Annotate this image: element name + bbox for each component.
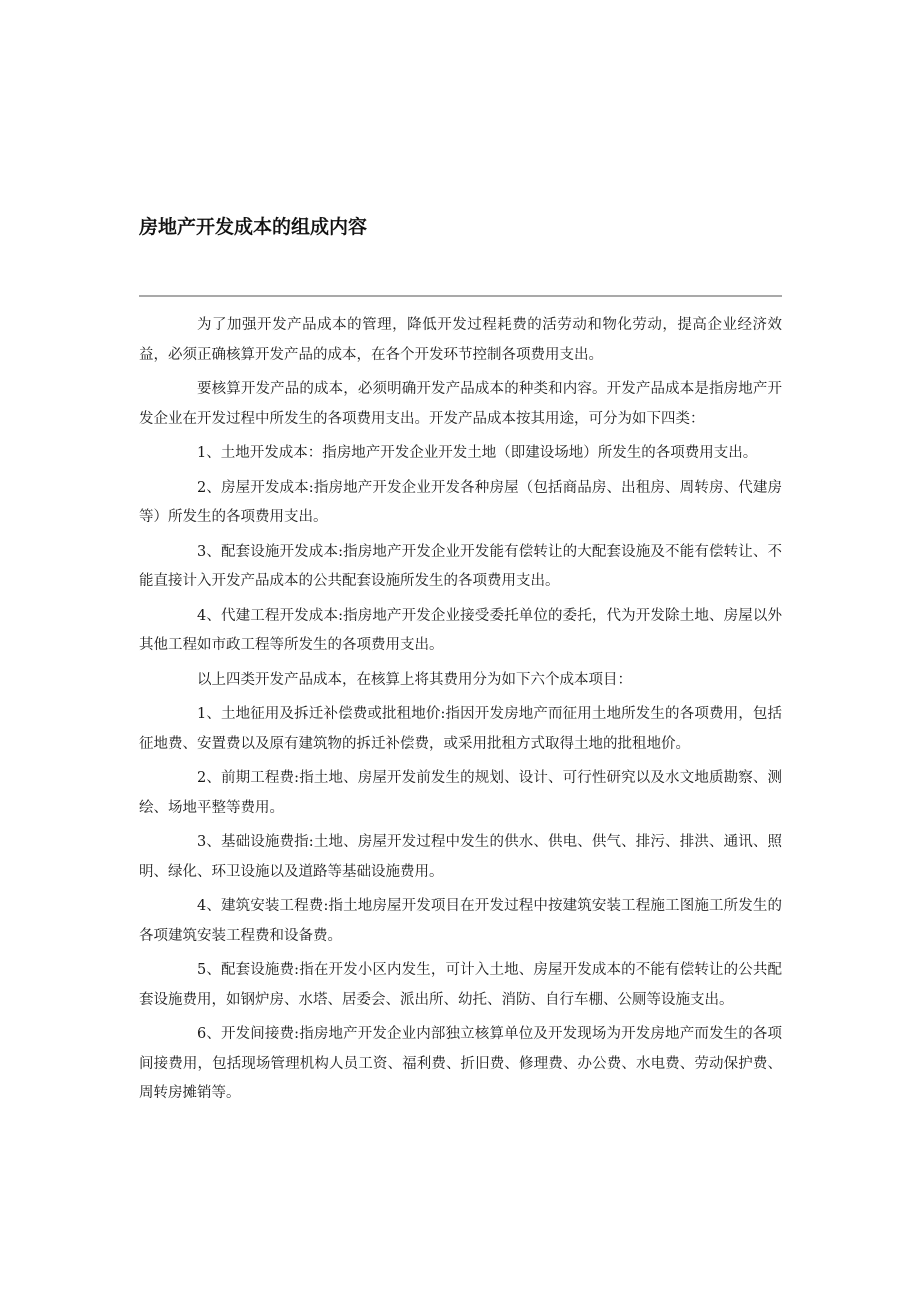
paragraph-indirect-costs: 6、开发间接费:指房地产开发企业内部独立核算单位及开发现场为开发房地产而发生的各项间接费用，包括现场管理机构人员工资、福利费、折旧费、修理费、办公费、水电费、劳动保护费、周转房摊销等。 [139,1026,782,1101]
paragraph-agency-project-cost: 4、代建工程开发成本:指房地产开发企业接受委托单位的委托，代为开发除土地、房屋以外其他工程如市政工程等所发生的各项费用支出。 [139,607,782,653]
paragraph-cost-types: 要核算开发产品的成本，必须明确开发产品成本的种类和内容。开发产品成本是指房地产开发企业在开发过程中所发生的各项费用支出。开发产品成本按其用途，可分为如下四类： [139,381,782,427]
paragraph-facility-dev-cost: 3、配套设施开发成本:指房地产开发企业开发能有偿转让的大配套设施及不能有偿转让、不能直接计入开发产品成本的公共配套设施所发生的各项费用支出。 [139,543,782,589]
document-body [139,311,782,1114]
paragraph-land-dev-cost: 1、土地开发成本：指房地产开发企业开发土地（即建设场地）所发生的各项费用支出。 [197,445,758,461]
paragraph-construction-install: 4、建筑安装工程费:指土地房屋开发项目在开发过程中按建筑安装工程施工图施工所发生的各项建筑安装工程费和设备费。 [139,898,782,944]
paragraph-infrastructure: 3、基础设施费指:土地、房屋开发过程中发生的供水、供电、供气、排污、排洪、通讯、照明、绿化、环卫设施以及道路等基础设施费用。 [139,834,782,880]
paragraph-preliminary-works: 2、前期工程费:指土地、房屋开发前发生的规划、设计、可行性研究以及水文地质勘察、测绘、场地平整等费用。 [139,770,782,816]
paragraph-six-items-intro: 以上四类开发产品成本，在核算上将其费用分为如下六个成本项目： [197,671,632,688]
paragraph-housing-dev-cost: 2、房屋开发成本:指房地产开发企业开发各种房屋（包括商品房、出租房、周转房、代建房等）所发生的各项费用支出。 [139,479,782,525]
paragraph-intro: 为了加强开发产品成本的管理，降低开发过程耗费的活劳动和物化劳动，提高企业经济效益，必须正确核算开发产品的成本，在各个开发环节控制各项费用支出。 [139,317,782,363]
title-divider [139,295,782,297]
document-title: 房地产开发成本的组成内容 [139,216,368,238]
paragraph-supporting-facilities: 5、配套设施费:指在开发小区内发生，可计入土地、房屋开发成本的不能有偿转让的公共配套设施费用，如钢炉房、水塔、居委会、派出所、幼托、消防、自行车棚、公厕等设施支出。 [139,962,782,1008]
paragraph-land-acquisition: 1、土地征用及拆迁补偿费或批租地价:指因开发房地产而征用土地所发生的各项费用，包括征地费、安置费以及原有建筑物的拆迁补偿费，或采用批租方式取得土地的批租地价。 [139,706,782,752]
